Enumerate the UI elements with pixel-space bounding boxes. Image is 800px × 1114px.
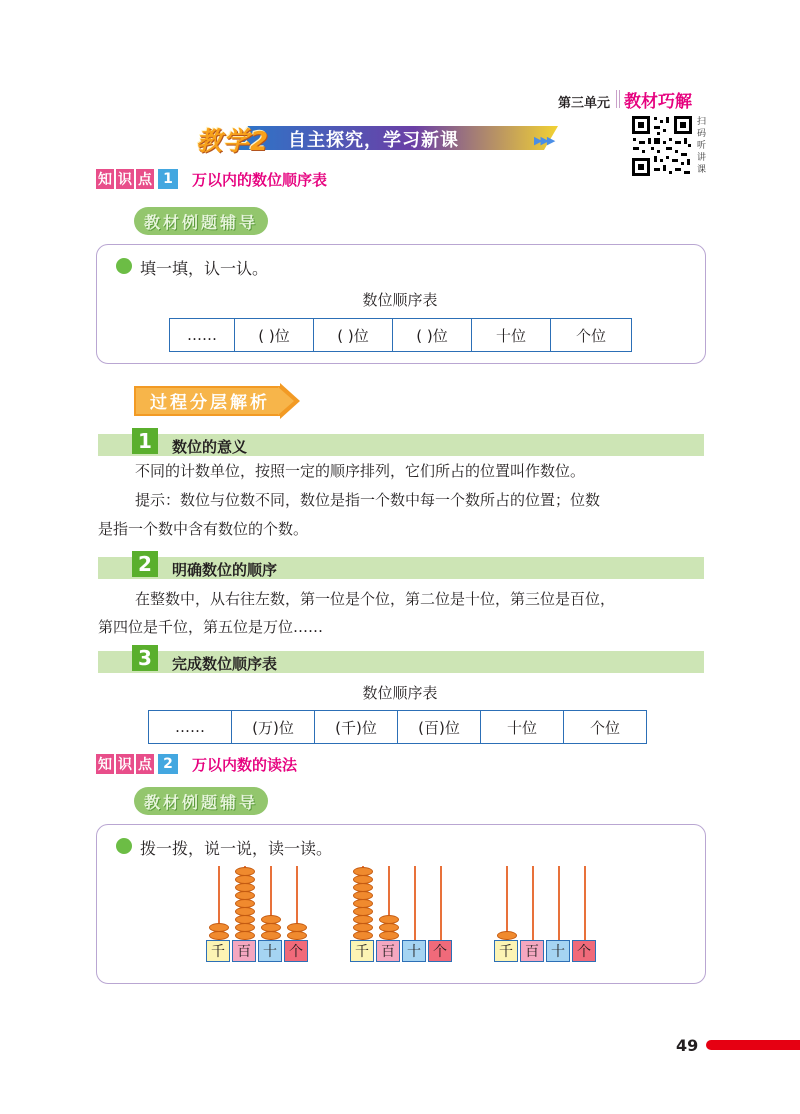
abacus-bead[interactable] — [209, 931, 229, 940]
abacus-bead[interactable] — [353, 891, 373, 900]
abacus-bead[interactable] — [379, 923, 399, 932]
abacus-place-label: 千 — [206, 940, 230, 962]
abacus-bead[interactable] — [235, 915, 255, 924]
example-prompt: 填一填，认一认。 — [140, 259, 269, 278]
abacus-place-label: 千 — [350, 940, 374, 962]
kp-char: 知 — [96, 754, 114, 774]
table-cell: …… — [149, 711, 232, 744]
kp-char: 识 — [116, 169, 134, 189]
header-separator — [616, 90, 620, 108]
example-label-text: 教材例题辅导 — [144, 792, 259, 812]
kp-char: 知 — [96, 169, 114, 189]
section-number-1: 1 — [132, 428, 158, 454]
unit-title: 教材巧解 — [624, 92, 692, 112]
knowledge-point-1 — [96, 168, 327, 190]
abacus-bead[interactable] — [235, 899, 255, 908]
table-title: 数位顺序表 — [362, 684, 438, 702]
banner-tag: 教学2 — [196, 127, 270, 157]
table-cell-blank[interactable]: ( )位 — [235, 319, 314, 352]
abacus-rod — [532, 866, 534, 940]
abacus-bead[interactable] — [235, 883, 255, 892]
position-table-filled — [148, 710, 647, 744]
table-cell: …… — [170, 319, 235, 352]
abacus-bead[interactable] — [353, 923, 373, 932]
section-title-2: 明确数位的顺序 — [172, 561, 278, 579]
page-number: 49 — [676, 1036, 699, 1055]
table-cell-blank[interactable]: ( )位 — [393, 319, 472, 352]
abacus-bead[interactable] — [353, 931, 373, 940]
abacus-bead[interactable] — [287, 931, 307, 940]
abacus-bead[interactable] — [497, 931, 517, 940]
abacus-bead[interactable] — [353, 867, 373, 876]
kp-char: 点 — [136, 169, 154, 189]
abacus-rod — [414, 866, 416, 940]
kp-title: 万以内的数位顺序表 — [192, 170, 328, 189]
table-cell-blank[interactable]: ( )位 — [314, 319, 393, 352]
table-cell: (万)位 — [232, 711, 315, 744]
abacus-bead[interactable] — [353, 875, 373, 884]
abacus-bead[interactable] — [353, 915, 373, 924]
table-title: 数位顺序表 — [362, 291, 438, 309]
abacus-rod — [558, 866, 560, 940]
qr-caption: 扫码听讲课 — [697, 117, 707, 175]
example-label-text: 教材例题辅导 — [144, 212, 259, 232]
abacus-bead[interactable] — [353, 899, 373, 908]
abacus-bead[interactable] — [379, 931, 399, 940]
abacus-place-label: 百 — [376, 940, 400, 962]
abacus-rod — [506, 866, 508, 940]
abacus-place-label: 十 — [402, 940, 426, 962]
example-label-1 — [134, 207, 268, 235]
table-cell: 十位 — [472, 319, 551, 352]
abacus-rod — [440, 866, 442, 940]
qr-code-icon — [630, 114, 694, 178]
abacus-bead[interactable] — [287, 923, 307, 932]
bullet-dot-icon — [116, 258, 132, 274]
example-label-2 — [134, 787, 268, 815]
unit-label: 第三单元 — [558, 96, 611, 111]
kp-number: 1 — [158, 169, 178, 189]
bullet-dot-icon — [116, 838, 132, 854]
abacus-place-label: 百 — [232, 940, 256, 962]
abacus-bead[interactable] — [235, 891, 255, 900]
abacus-bead[interactable] — [261, 931, 281, 940]
abacus-bead[interactable] — [235, 923, 255, 932]
abacus-bead[interactable] — [235, 907, 255, 916]
abacus-place-label: 千 — [494, 940, 518, 962]
kp-char: 点 — [136, 754, 154, 774]
section-2-line-2: 第四位是千位，第五位是万位…… — [98, 618, 324, 636]
table-cell: (千)位 — [315, 711, 398, 744]
abacus-bead[interactable] — [261, 915, 281, 924]
knowledge-point-2 — [96, 753, 297, 775]
section-title-1: 数位的意义 — [172, 438, 248, 456]
abacus-bead[interactable] — [209, 923, 229, 932]
table-cell: (百)位 — [398, 711, 481, 744]
banner-title: 自主探究，学习新课 — [288, 130, 459, 151]
abacus-place-label: 百 — [520, 940, 544, 962]
abacus-bead[interactable] — [235, 931, 255, 940]
abacus-bead[interactable] — [353, 883, 373, 892]
abacus-bead[interactable] — [261, 923, 281, 932]
abacus-bead[interactable] — [235, 867, 255, 876]
example-prompt: 拨一拨，说一说，读一读。 — [140, 839, 333, 858]
table-cell: 个位 — [551, 319, 632, 352]
abacus-place-label: 十 — [258, 940, 282, 962]
abacus-place-label: 个 — [284, 940, 308, 962]
table-cell: 十位 — [481, 711, 564, 744]
kp-number: 2 — [158, 754, 178, 774]
abacus-place-label: 个 — [428, 940, 452, 962]
analysis-label: 过程分层解析 — [150, 393, 270, 413]
position-table-blank — [169, 318, 632, 352]
section-number-3: 3 — [132, 645, 158, 671]
abacus-bead[interactable] — [353, 907, 373, 916]
abacus-place-label: 个 — [572, 940, 596, 962]
section-1-line-2: 提示：数位与位数不同，数位是指一个数中每一个数所占的位置；位数 — [135, 491, 601, 509]
abacus-bead[interactable] — [379, 915, 399, 924]
page-number-bar — [706, 1040, 800, 1050]
table-cell: 个位 — [564, 711, 647, 744]
kp-char: 识 — [116, 754, 134, 774]
section-1-line-3: 是指一个数中含有数位的个数。 — [98, 520, 309, 538]
abacus-rod — [584, 866, 586, 940]
abacus-place-label: 十 — [546, 940, 570, 962]
abacus-bead[interactable] — [235, 875, 255, 884]
section-1-line-1: 不同的计数单位，按照一定的顺序排列，它们所占的位置叫作数位。 — [135, 462, 586, 480]
kp-title: 万以内数的读法 — [192, 755, 298, 774]
banner-arrows-icon: ▶▶▶ — [534, 134, 554, 147]
section-title-3: 完成数位顺序表 — [172, 655, 278, 673]
section-number-2: 2 — [132, 551, 158, 577]
section-2-line-1: 在整数中，从右往左数，第一位是个位，第二位是十位，第三位是百位， — [135, 590, 616, 608]
